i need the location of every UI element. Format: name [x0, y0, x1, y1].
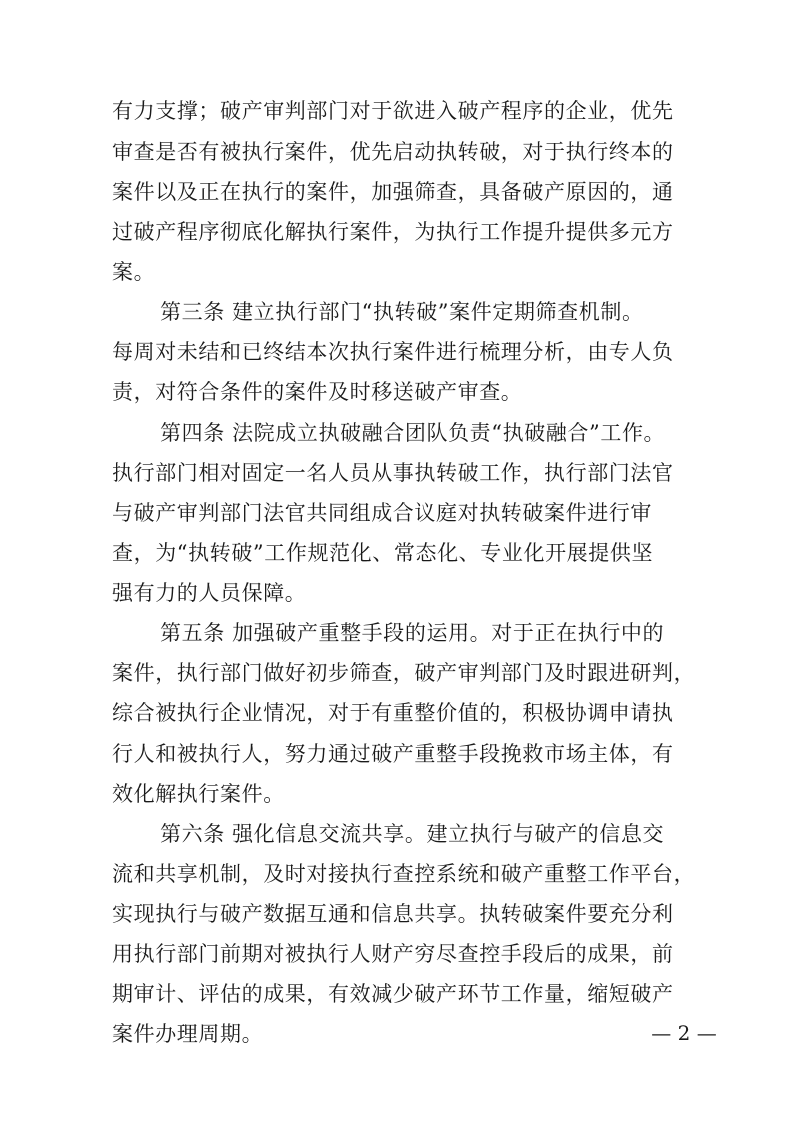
page-number: — 2 — [651, 1021, 717, 1045]
article-6-heading: 第六条 强化信息交流共享。建立执行与破产的信息交 [160, 822, 665, 846]
text-line: 流和共享机制，及时对接执行查控系统和破产重整工作平台， [112, 862, 696, 886]
article-5-heading: 第五条 加强破产重整手段的运用。对于正在执行中的 [160, 621, 665, 645]
text-line: 每周对未结和已终结本次执行案件进行梳理分析，由专人负 [112, 340, 674, 364]
text-line: 案件，执行部门做好初步筛查，破产审判部门及时跟进研判， [112, 661, 696, 685]
text-line: 行人和被执行人，努力通过破产重整手段挽救市场主体，有 [112, 742, 674, 766]
text-line: 期审计、评估的成果，有效减少破产环节工作量，缩短破产 [112, 982, 674, 1006]
text-line: 强有力的人员保障。 [112, 581, 307, 605]
text-line: 案。 [112, 260, 156, 284]
text-line: 责，对符合条件的案件及时移送破产审查。 [112, 380, 523, 404]
article-4-heading: 第四条 法院成立执破融合团队负责“执破融合”工作。 [160, 421, 666, 445]
text-line: 审查是否有被执行案件，优先启动执转破，对于执行终本的 [112, 140, 674, 164]
text-line: 执行部门相对固定一名人员从事执转破工作，执行部门法官 [112, 461, 674, 485]
text-line: 与破产审判部门法官共同组成合议庭对执转破案件进行审 [112, 501, 652, 525]
article-3-heading: 第三条 建立执行部门“执转破”案件定期筛查机制。 [160, 300, 644, 324]
text-line: 查，为“执转破”工作规范化、常态化、专业化开展提供坚 [112, 541, 654, 565]
text-line: 过破产程序彻底化解执行案件，为执行工作提升提供多元方 [112, 220, 674, 244]
text-line: 案件办理周期。 [112, 1022, 264, 1046]
text-line: 效化解执行案件。 [112, 782, 285, 806]
text-line: 案件以及正在执行的案件，加强筛查，具备破产原因的，通 [112, 180, 674, 204]
text-line: 有力支撑；破产审判部门对于欲进入破产程序的企业，优先 [112, 99, 674, 123]
text-line: 用执行部门前期对被执行人财产穷尽查控手段后的成果，前 [112, 942, 674, 966]
text-line: 实现执行与破产数据互通和信息共享。执转破案件要充分利 [112, 902, 674, 926]
text-line: 综合被执行企业情况，对于有重整价值的，积极协调申请执 [112, 701, 674, 725]
